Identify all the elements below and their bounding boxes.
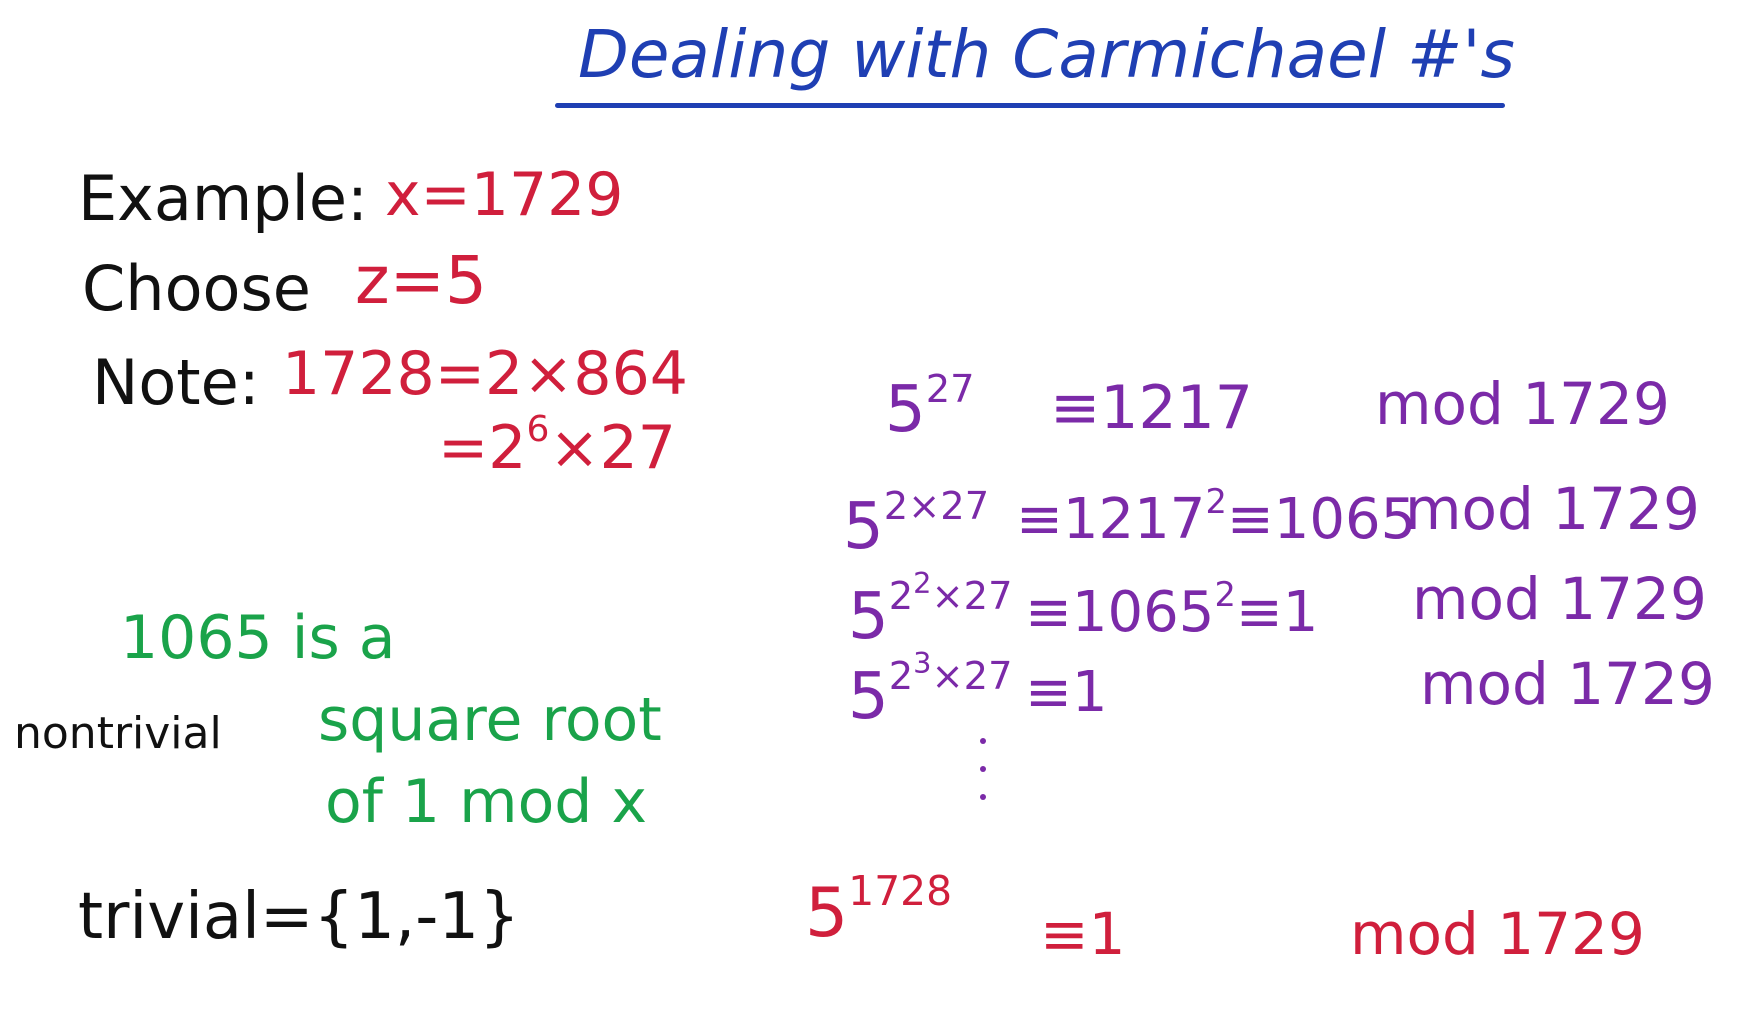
example-value: x=1729	[385, 160, 624, 230]
row-1-lhs: $5^{27}$	[885, 367, 975, 447]
page-title: Dealing with Carmichael #'s	[578, 16, 1515, 93]
row-2-mod: mod 1729	[1405, 475, 1700, 543]
note-label: Note:	[92, 346, 260, 419]
row-2-rhs: $\equiv 1217^2\equiv 1065$	[1016, 481, 1417, 552]
nontrivial-line-3: of 1 mod x	[325, 767, 647, 837]
row-3-lhs: $5^{2^2\times 27}$	[848, 566, 1013, 654]
row-3-mod: mod 1729	[1412, 565, 1707, 633]
trivial-set: trivial={1,-1}	[78, 880, 520, 954]
row-3-rhs: $\equiv 1065^2\equiv 1$	[1025, 574, 1319, 645]
note-line-1: 1728=2×864	[282, 339, 688, 409]
nontrivial-line-2: square root	[318, 685, 662, 755]
choose-label: Choose	[82, 252, 311, 325]
final-rhs: ≡1	[1040, 900, 1126, 968]
row-2-lhs: $5^{2\times 27}$	[843, 484, 990, 564]
row-4-mod: mod 1729	[1420, 650, 1715, 718]
example-label: Example:	[78, 162, 368, 235]
final-lhs: $5^{1728}$	[805, 867, 953, 953]
choose-value: z=5	[355, 242, 487, 319]
nontrivial-line-1: 1065 is a	[120, 603, 396, 673]
title-underline	[555, 103, 1505, 108]
vertical-ellipsis	[980, 738, 988, 808]
row-4-lhs: $5^{2^3\times 27}$	[848, 646, 1013, 734]
row-4-rhs: ≡1	[1025, 660, 1108, 725]
row-1-rhs: ≡1217	[1050, 373, 1253, 443]
final-mod: mod 1729	[1350, 900, 1645, 968]
note-line-2: $=2^6\times 27$	[438, 409, 676, 483]
nontrivial-label: nontrivial	[14, 708, 222, 759]
row-1-mod: mod 1729	[1375, 370, 1670, 438]
